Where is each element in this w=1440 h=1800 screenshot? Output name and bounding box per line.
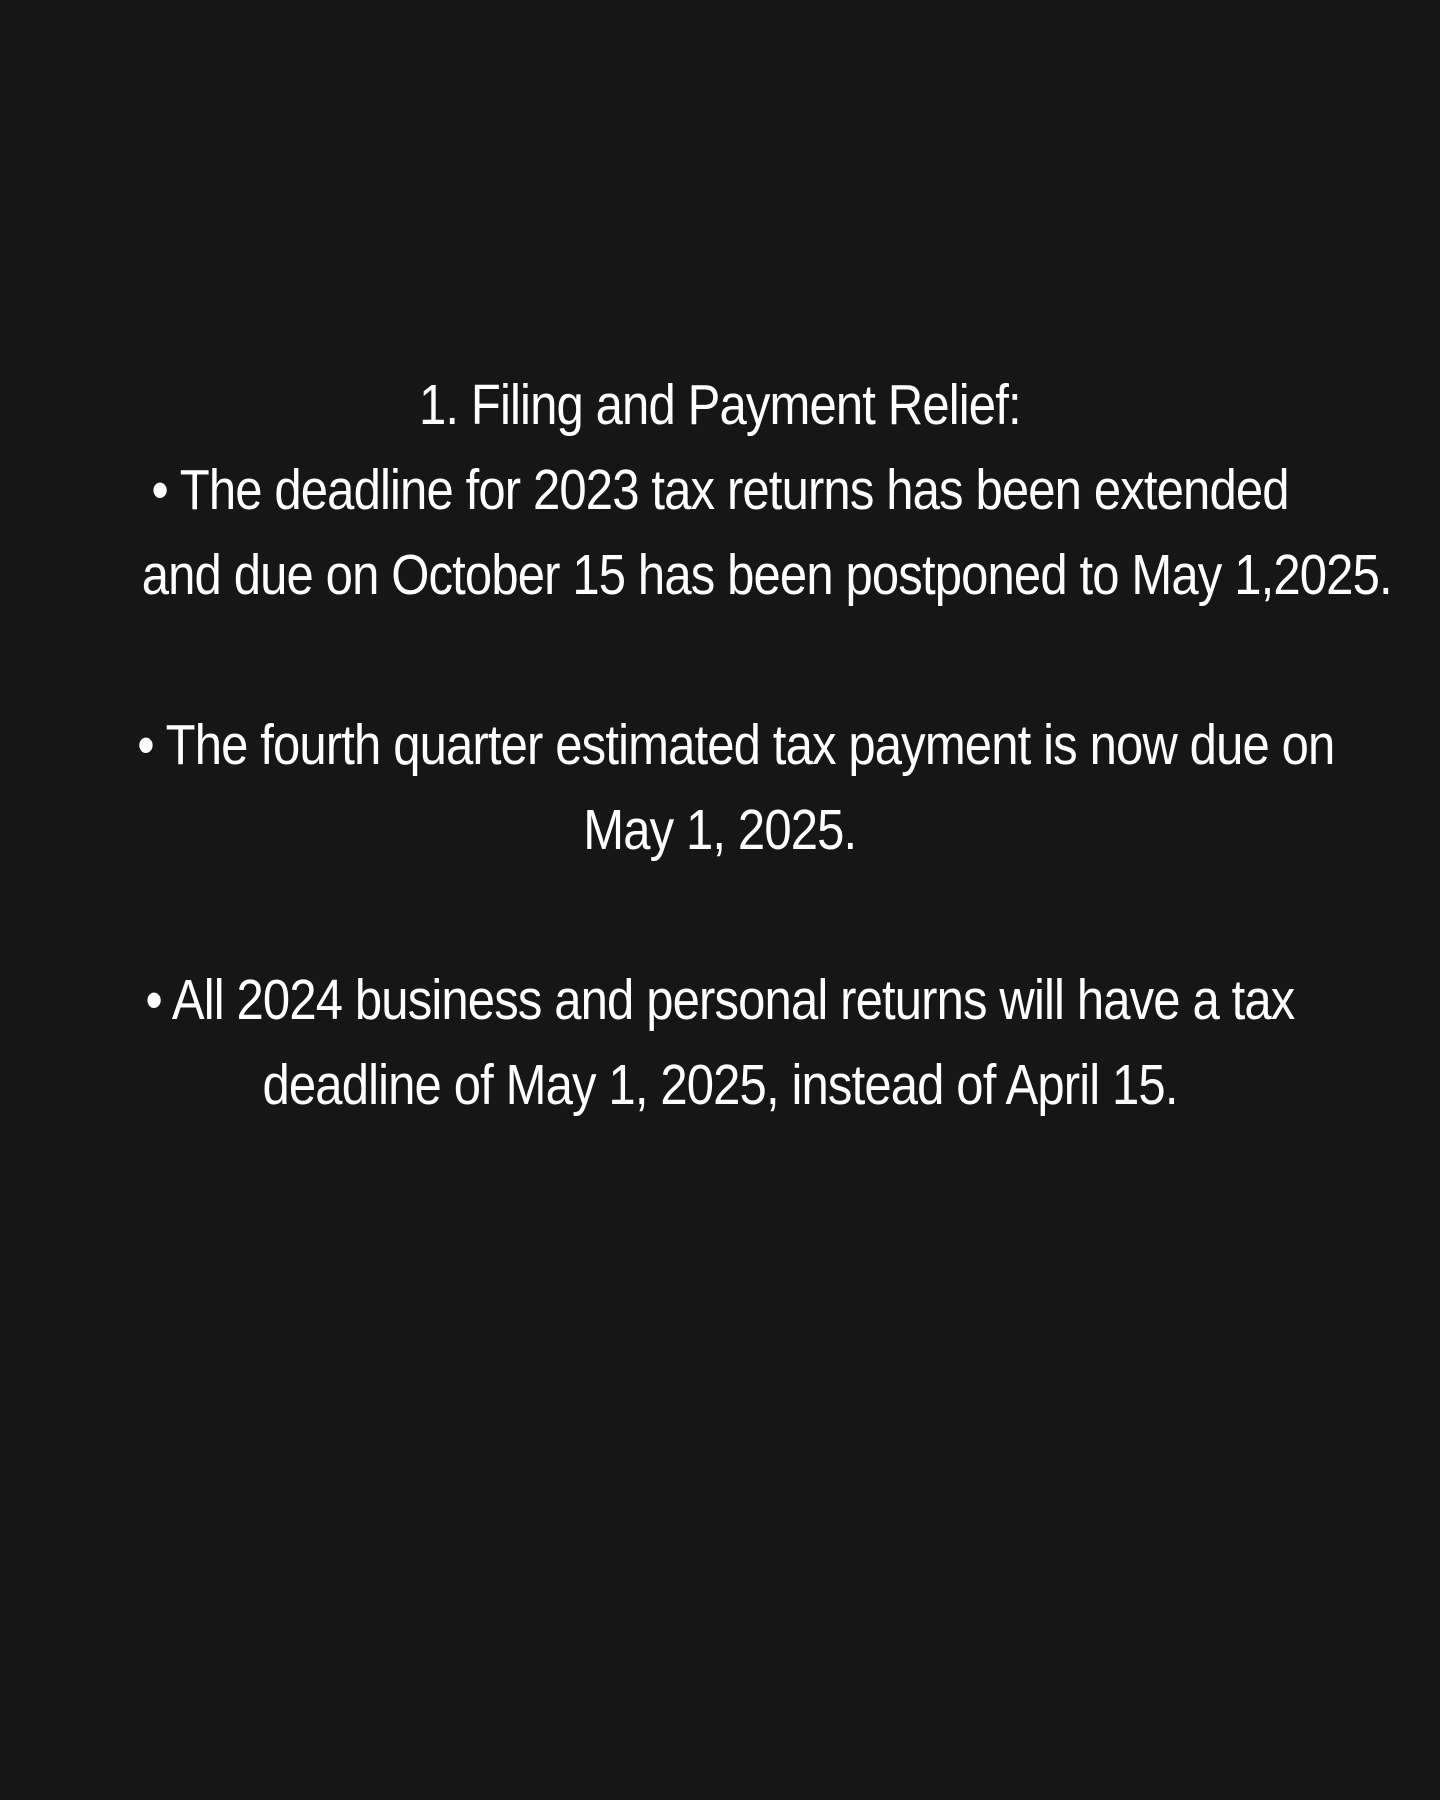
bullet-1-line-2: [40, 533, 1400, 618]
bullet-3-line-2: [40, 1043, 1400, 1128]
paragraph-spacer: [40, 873, 1400, 958]
bullet-3-line-1: [40, 958, 1400, 1043]
bullet-3-text-2: deadline of May 1, 2025, instead of April 15.: [262, 1053, 1178, 1117]
bullet-1-text-1: • The deadline for 2023 tax returns has been extended: [151, 458, 1289, 522]
bullet-3-text-1: • All 2024 business and personal returns will have a tax: [145, 968, 1295, 1032]
bullet-2-text-1: • The fourth quarter estimated tax payment is now due on: [137, 713, 1335, 777]
announcement-text-block: [40, 363, 1400, 1128]
bullet-2-line-1: [40, 703, 1400, 788]
bullet-1-text-2: and due on October 15 has been postponed to May 1,2025.: [141, 543, 1392, 607]
bullet-1-line-1: [40, 448, 1400, 533]
heading-text: 1. Filing and Payment Relief:: [419, 373, 1021, 437]
heading-line: [40, 363, 1400, 448]
bullet-2-text-2: May 1, 2025.: [583, 798, 857, 862]
bullet-2-line-2: [40, 788, 1400, 873]
paragraph-spacer: [40, 618, 1400, 703]
